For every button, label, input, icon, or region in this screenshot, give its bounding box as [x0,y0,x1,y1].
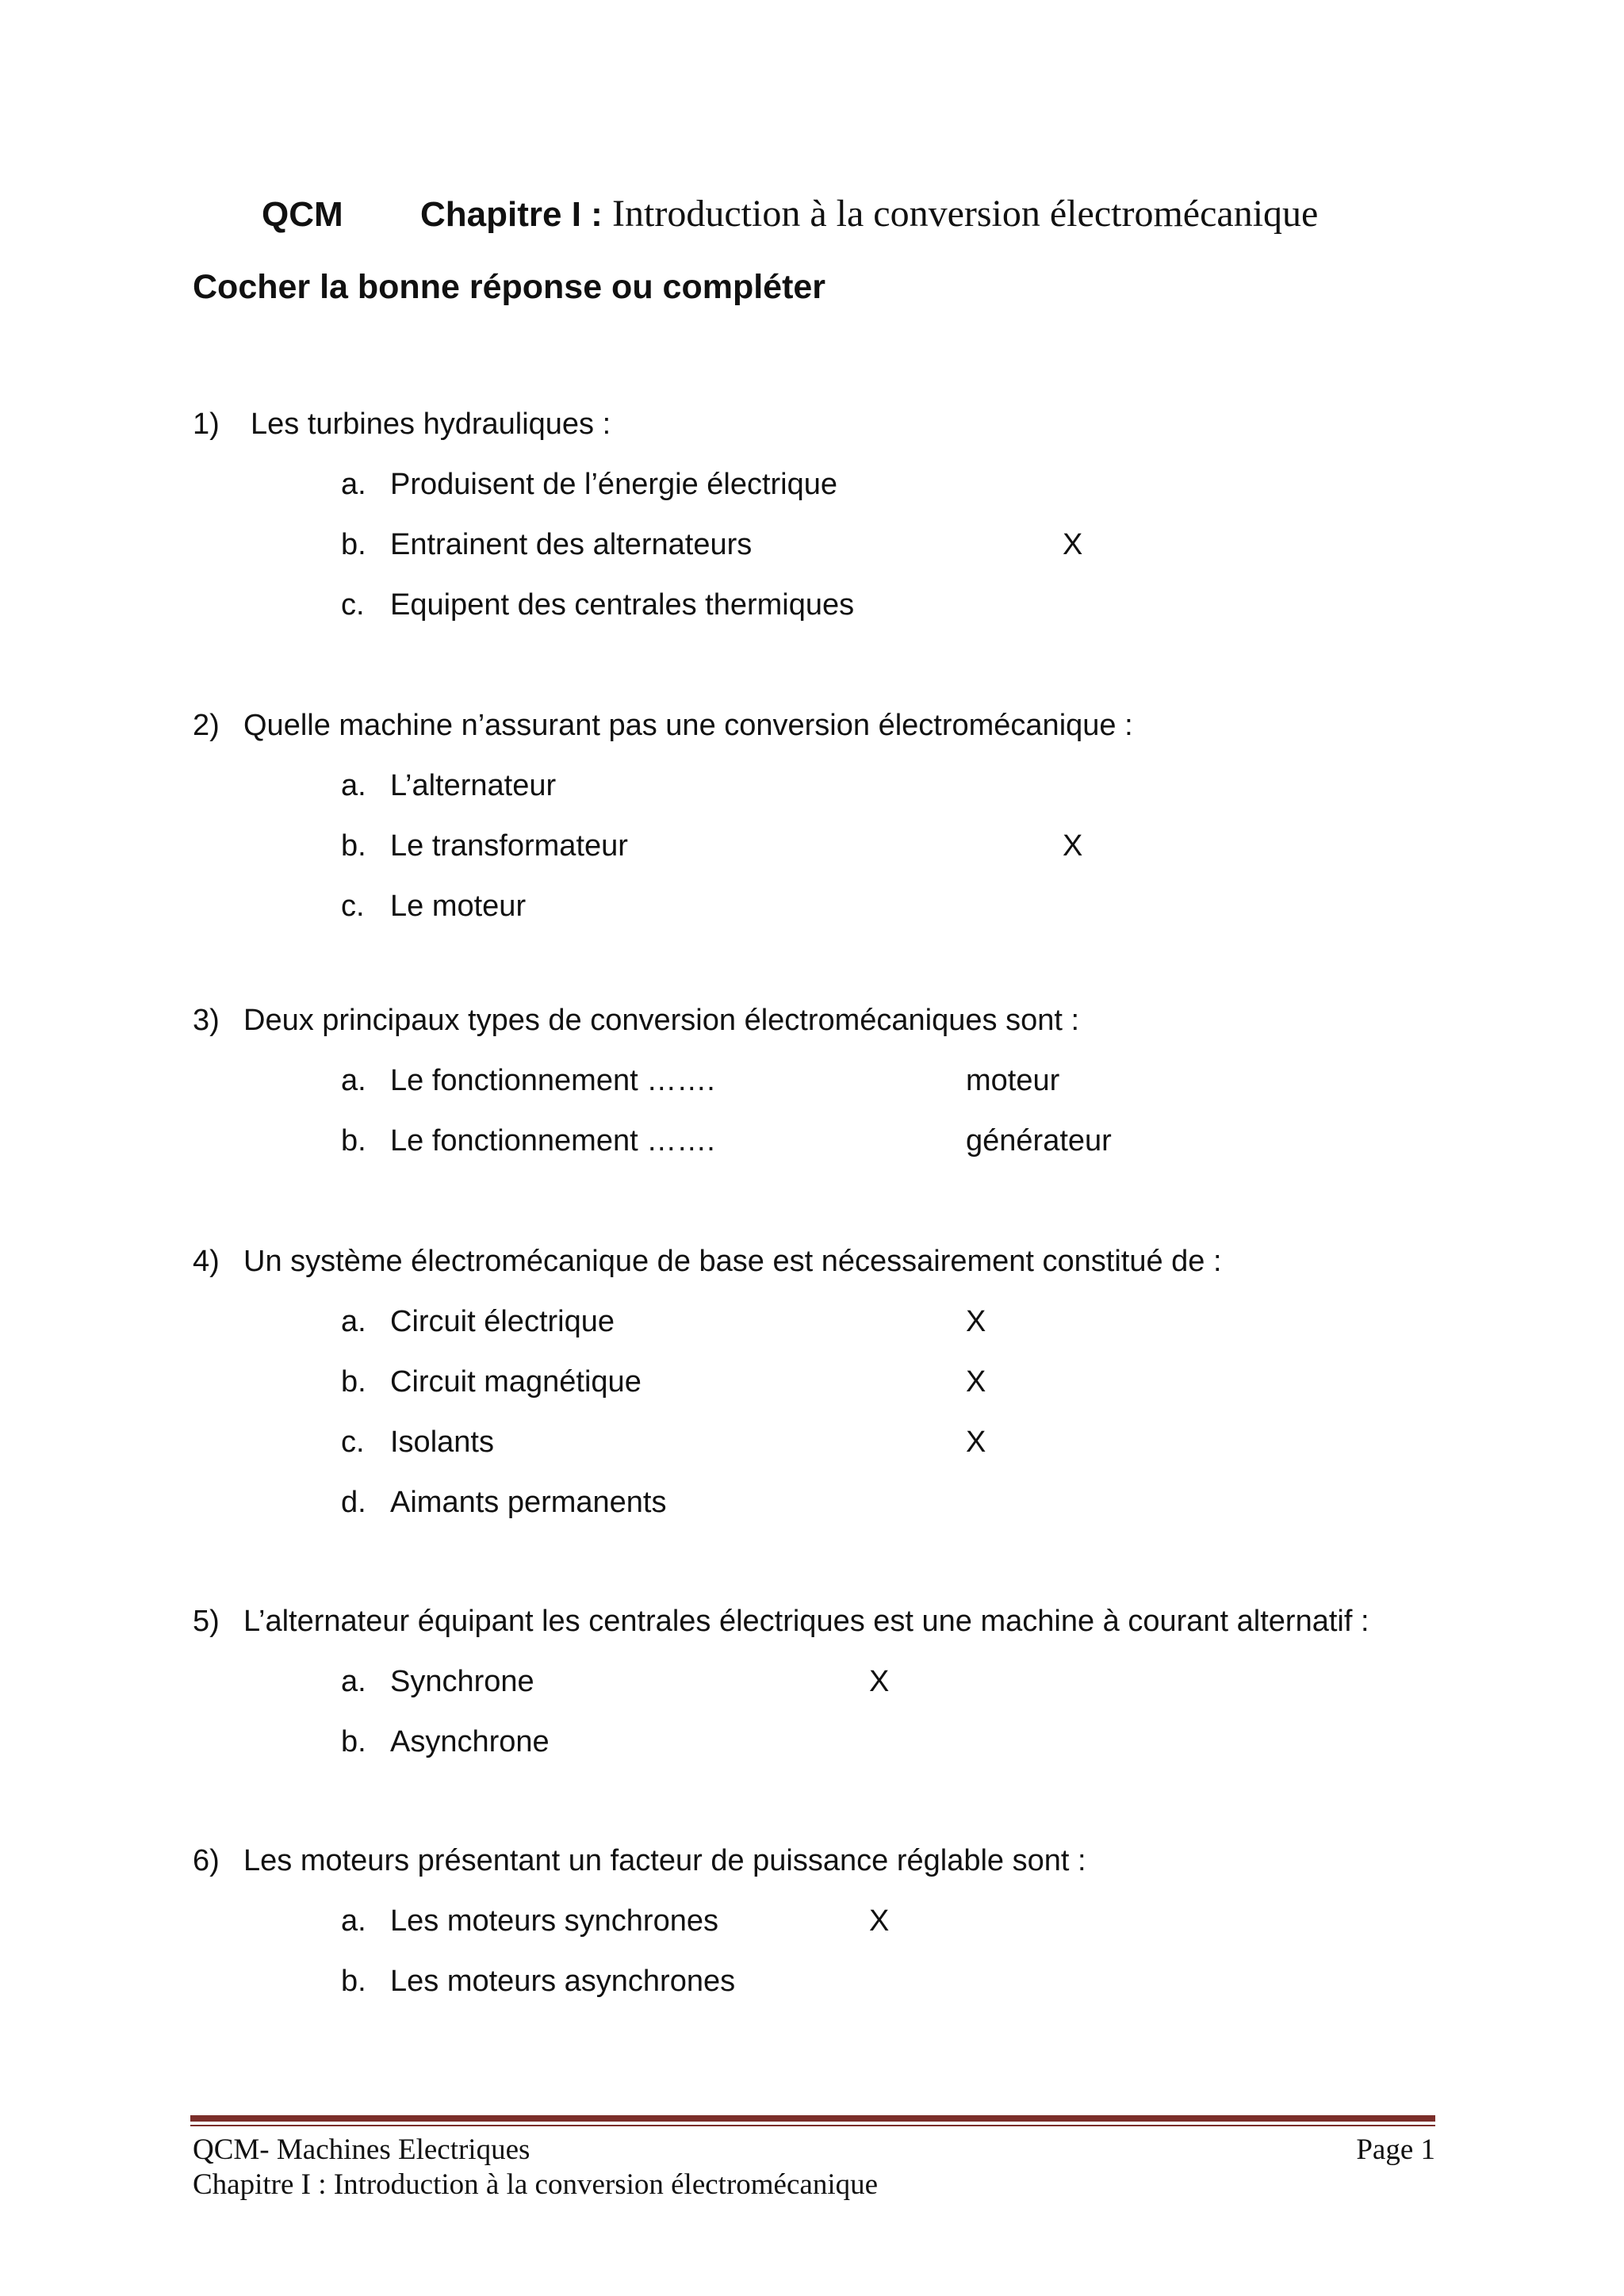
option-text: Entrainent des alternateurs [390,528,753,561]
option-letter: b. [341,1365,366,1399]
footer-course: QCM- Machines Electriques [193,2133,530,2166]
answer-mark: X [1063,528,1083,561]
option-text: Asynchrone [390,1725,550,1758]
answer-mark: X [1063,829,1083,863]
option-letter: b. [341,1124,366,1158]
question-number: 6) [193,1844,220,1877]
option-text: Synchrone [390,1665,534,1698]
option-text: Isolants [390,1425,494,1459]
footer-rule [190,2115,1435,2122]
option-text: Les moteurs synchrones [390,1904,718,1938]
chapter-title: Introduction à la conversion électromécanique [612,193,1319,235]
option-text: Le transformateur [390,829,628,863]
option-text: Le fonctionnement ……. [390,1124,715,1158]
question-text: Un système électromécanique de base est nécessairement constitué de : [243,1245,1222,1278]
option-letter: b. [341,829,366,863]
option-text: Produisent de l’énergie électrique [390,468,838,501]
answer-fill: moteur [966,1064,1060,1097]
option-letter: a. [341,769,366,802]
question-number: 3) [193,1004,220,1037]
footer-page-number: Page 1 [1356,2133,1435,2166]
answer-mark: X [869,1904,890,1938]
chapter-label: Chapitre I : [420,195,603,234]
question-number: 4) [193,1245,220,1278]
question-number: 2) [193,709,220,742]
option-letter: a. [341,468,366,501]
option-text: Le fonctionnement ……. [390,1064,715,1097]
answer-fill: générateur [966,1124,1112,1158]
footer-chapter: Chapitre I : Introduction à la conversion électromécanique [193,2168,879,2201]
question-text: Les moteurs présentant un facteur de puissance réglable sont : [243,1844,1086,1877]
option-text: Le moteur [390,890,527,923]
instruction-heading: Cocher la bonne réponse ou compléter [193,268,826,306]
option-text: Les moteurs asynchrones [390,1965,736,1998]
option-text: L’alternateur [390,769,557,802]
answer-mark: X [966,1305,986,1338]
question-text: Les turbines hydrauliques : [251,408,611,441]
option-letter: a. [341,1665,366,1698]
answer-mark: X [966,1365,986,1399]
option-letter: b. [341,1965,366,1998]
option-letter: b. [341,528,366,561]
option-text: Equipent des centrales thermiques [390,588,855,622]
option-letter: a. [341,1064,366,1097]
question-text: Deux principaux types de conversion électromécaniques sont : [243,1004,1080,1037]
option-text: Circuit magnétique [390,1365,642,1399]
option-letter: c. [341,588,365,622]
question-text: L’alternateur équipant les centrales électriques est une machine à courant alternatif : [243,1605,1369,1638]
option-letter: b. [341,1725,366,1758]
answer-mark: X [869,1665,890,1698]
answer-mark: X [966,1425,986,1459]
question-number: 5) [193,1605,220,1638]
option-text: Aimants permanents [390,1486,667,1519]
page-title [262,190,1318,239]
option-letter: c. [341,890,365,923]
footer-rule-thin [190,2125,1435,2126]
option-text: Circuit électrique [390,1305,615,1338]
option-letter: a. [341,1904,366,1938]
option-letter: c. [341,1425,365,1459]
qcm-label: QCM [262,195,343,234]
option-letter: d. [341,1486,366,1519]
option-letter: a. [341,1305,366,1338]
question-number: 1) [193,408,220,441]
question-text: Quelle machine n’assurant pas une conversion électromécanique : [243,709,1133,742]
